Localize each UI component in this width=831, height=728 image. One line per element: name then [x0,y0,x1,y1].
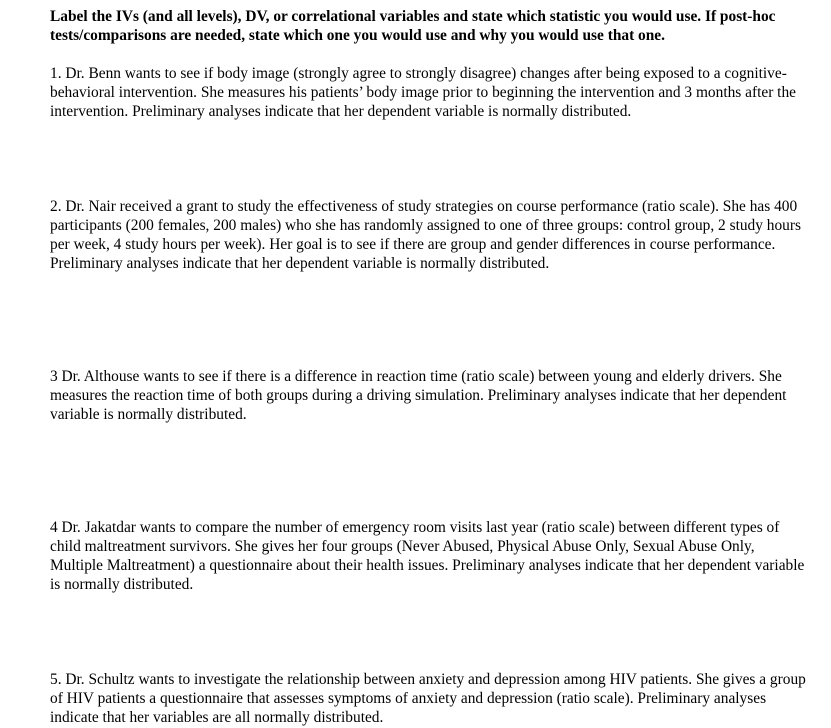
question-3: 3 Dr. Althouse wants to see if there is a difference in reaction time (ratio scale) between young and elderly drivers. She measures the reaction time of both groups during a driving simulation. Preliminary analyses indicate that her dependent variable is normally distributed. [50,368,787,423]
question-2: 2. Dr. Nair received a grant to study the effectiveness of study strategies on course performance (ratio scale). She has 400 participants (200 females, 200 males) who she has randomly assigned to one of three groups: control group, 2 study hours per week, 4 study hours per week). Her goal is to see if there are group and gender differences in course performance. Preliminary analyses indicate that her dependent variable is normally distributed. [50,198,801,272]
question-5: 5. Dr. Schultz wants to investigate the relationship between anxiety and depression among HIV patients. She gives a group of HIV patients a questionnaire that assesses symptoms of anxiety and depression (ratio scale). Preliminary analyses indicate that her variables are all normally distributed. [50,671,806,726]
instructions-heading: Label the IVs (and all levels), DV, or correlational variables and state which statistic you would use. If post-hoc tests/comparisons are needed, state which one you would use and why you would use that one. [50,8,776,44]
question-1: 1. Dr. Benn wants to see if body image (strongly agree to strongly disagree) changes after being exposed to a cognitive-behavioral intervention. She measures his patients’ body image prior to beginning the intervention and 3 months after the intervention. Preliminary analyses indicate that her dependent variable is normally distributed. [50,65,796,120]
question-4: 4 Dr. Jakatdar wants to compare the number of emergency room visits last year (ratio scale) between different types of child maltreatment survivors. She gives her four groups (Never Abused, Physical Abuse Only, Sexual Abuse Only, Multiple Maltreatment) a questionnaire about their health issues. Preliminary analyses indicate that her dependent variable is normally distributed. [50,519,805,593]
